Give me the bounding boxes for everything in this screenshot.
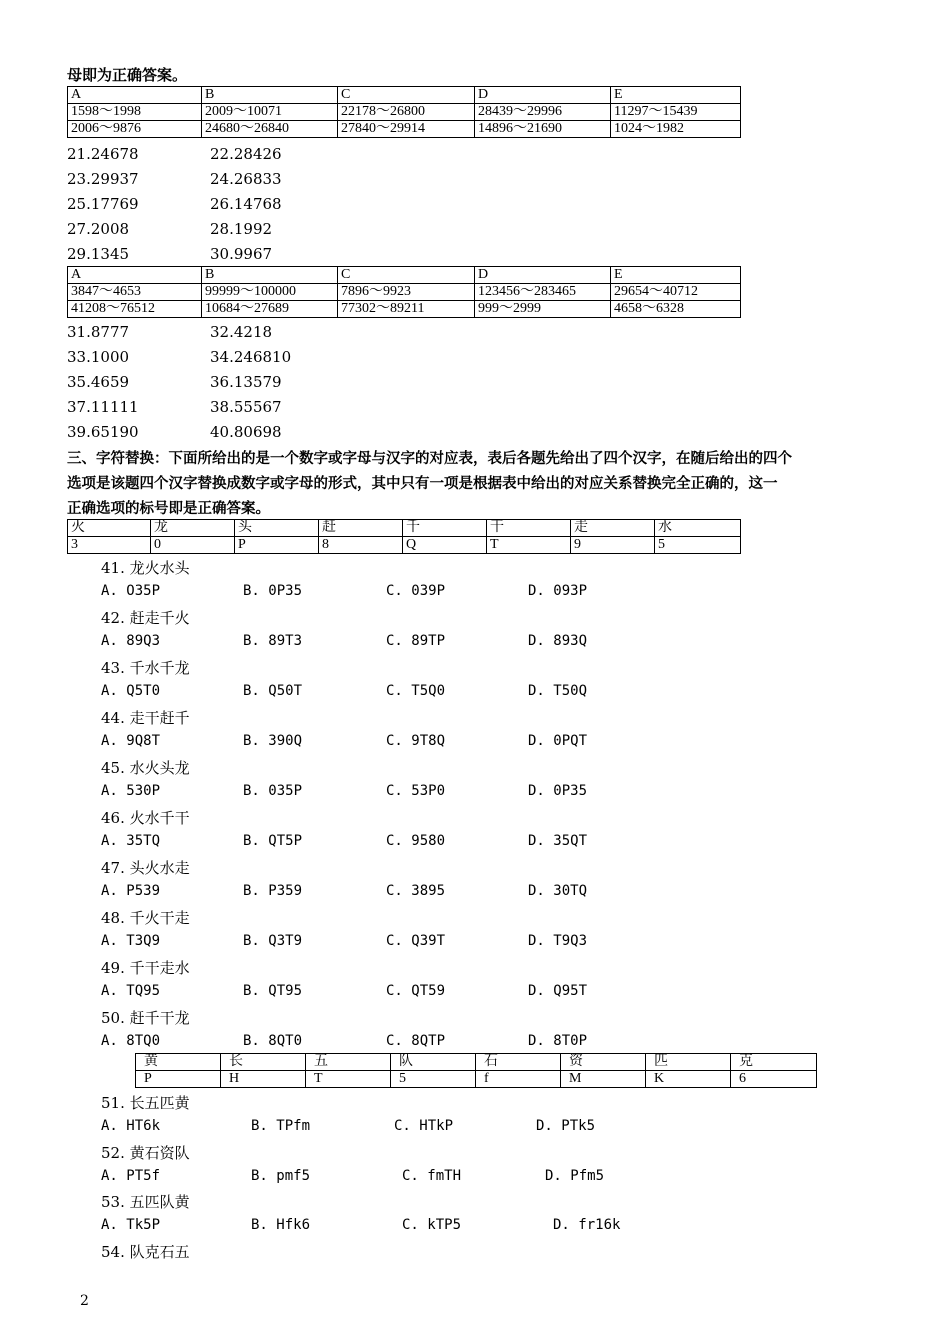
table-cell: 14896～21690 <box>475 121 611 138</box>
option-c: C. 8QTP <box>386 1033 446 1049</box>
table-cell: 队 <box>391 1054 476 1071</box>
table-cell: T <box>487 537 571 554</box>
option-c: C. 039P <box>386 583 446 599</box>
number-item: 34.246810 <box>210 348 292 366</box>
option-a: A. Q5T0 <box>101 683 161 699</box>
table-header-row <box>68 87 741 104</box>
number-item: 24.26833 <box>210 170 282 188</box>
table-cell: K <box>646 1071 731 1088</box>
table-cell: 黄 <box>136 1054 221 1071</box>
number-item: 28.1992 <box>210 220 273 238</box>
table-cell: B <box>202 87 338 104</box>
option-a: A. T3Q9 <box>101 933 161 949</box>
table-cell: H <box>221 1071 306 1088</box>
table-header-row <box>68 520 741 537</box>
option-a: A. 89Q3 <box>101 633 161 649</box>
option-c: C. fmTH <box>402 1168 462 1184</box>
option-c: C. kTP5 <box>402 1217 462 1233</box>
table-header-row <box>68 267 741 284</box>
option-d: D. 093P <box>528 583 588 599</box>
option-c: C. 9T8Q <box>386 733 446 749</box>
option-d: D. 0P35 <box>528 783 588 799</box>
table-cell: A <box>68 267 202 284</box>
page-number: 2 <box>80 1293 89 1309</box>
option-b: B. 035P <box>243 783 303 799</box>
number-item: 23.29937 <box>67 170 139 188</box>
option-c: C. 3895 <box>386 883 446 899</box>
number-item: 39.65190 <box>67 423 139 441</box>
option-a: A. P539 <box>101 883 161 899</box>
table-cell: D <box>475 267 611 284</box>
table-cell: 9 <box>571 537 655 554</box>
table-cell: 6 <box>731 1071 817 1088</box>
question-text: 46. 火水千干 <box>101 809 190 827</box>
table-cell: 41208～76512 <box>68 301 202 318</box>
table-row <box>68 104 741 121</box>
table-cell: E <box>611 87 741 104</box>
intro-line: 母即为正确答案。 <box>67 66 188 84</box>
table-cell: 长 <box>221 1054 306 1071</box>
number-item: 22.28426 <box>210 145 282 163</box>
number-item: 38.55567 <box>210 398 282 416</box>
table-cell: 5 <box>655 537 741 554</box>
option-c: C. Q39T <box>386 933 446 949</box>
table-cell: 77302～89211 <box>338 301 475 318</box>
table-cell: 干 <box>487 520 571 537</box>
table-cell: T <box>306 1071 391 1088</box>
number-item: 36.13579 <box>210 373 282 391</box>
table-cell: 五 <box>306 1054 391 1071</box>
option-b: B. pmf5 <box>251 1168 311 1184</box>
table-cell: E <box>611 267 741 284</box>
number-item: 27.2008 <box>67 220 130 238</box>
table-cell: 5 <box>391 1071 476 1088</box>
question-text: 49. 千干走水 <box>101 959 190 977</box>
table-cell: 28439～29996 <box>475 104 611 121</box>
question-text: 45. 水火头龙 <box>101 759 190 777</box>
question-text: 54. 队克石五 <box>101 1243 190 1261</box>
table-cell: 29654～40712 <box>611 284 741 301</box>
option-d: D. 893Q <box>528 633 588 649</box>
table-cell: 123456～283465 <box>475 284 611 301</box>
table-cell: 石 <box>476 1054 561 1071</box>
table-cell: 2009～10071 <box>202 104 338 121</box>
number-item: 31.8777 <box>67 323 130 341</box>
table-cell: 火 <box>68 520 151 537</box>
option-c: C. T5Q0 <box>386 683 446 699</box>
option-c: C. QT59 <box>386 983 446 999</box>
option-d: D. 0PQT <box>528 733 588 749</box>
table-cell: 龙 <box>151 520 235 537</box>
option-c: C. 9580 <box>386 833 446 849</box>
section3-line2: 选项是该题四个汉字替换成数字或字母的形式，其中只有一项是根据表中给出的对应关系替换完全正确的，这一 <box>67 475 778 492</box>
option-d: D. 35QT <box>528 833 588 849</box>
option-b: B. 89T3 <box>243 633 303 649</box>
range-table-1 <box>67 86 741 138</box>
table-cell: 22178～26800 <box>338 104 475 121</box>
table-row <box>68 301 741 318</box>
number-item: 21.24678 <box>67 145 139 163</box>
table-cell: M <box>561 1071 646 1088</box>
table-cell: f <box>476 1071 561 1088</box>
table-cell: P <box>136 1071 221 1088</box>
option-b: B. Hfk6 <box>251 1217 311 1233</box>
option-b: B. 0P35 <box>243 583 303 599</box>
option-a: A. HT6k <box>101 1118 161 1134</box>
range-table-2 <box>67 266 741 318</box>
option-b: B. 390Q <box>243 733 303 749</box>
table-cell: C <box>338 87 475 104</box>
table-cell: 3 <box>68 537 151 554</box>
option-d: D. Q95T <box>528 983 588 999</box>
option-c: C. 89TP <box>386 633 446 649</box>
table-cell: 24680～26840 <box>202 121 338 138</box>
table-cell: 2006～9876 <box>68 121 202 138</box>
table-cell: 克 <box>731 1054 817 1071</box>
table-cell: P <box>235 537 319 554</box>
question-text: 53. 五匹队黄 <box>101 1193 190 1211</box>
number-item: 25.17769 <box>67 195 139 213</box>
table-cell: C <box>338 267 475 284</box>
table-cell: D <box>475 87 611 104</box>
option-a: A. 8TQ0 <box>101 1033 161 1049</box>
section3-line1: 三、字符替换：下面所给出的是一个数字或字母与汉字的对应表，表后各题先给出了四个汉字，在随后给出的四个 <box>67 450 792 467</box>
table-row <box>136 1071 817 1088</box>
table-cell: A <box>68 87 202 104</box>
option-a: A. 35TQ <box>101 833 161 849</box>
question-text: 42. 赶走千火 <box>101 609 190 627</box>
question-text: 48. 千火干走 <box>101 909 190 927</box>
option-d: D. 8T0P <box>528 1033 588 1049</box>
table-cell: 资 <box>561 1054 646 1071</box>
table-cell: 千 <box>403 520 487 537</box>
number-item: 37.11111 <box>67 398 139 416</box>
table-cell: 1024～1982 <box>611 121 741 138</box>
table-cell: 7896～9923 <box>338 284 475 301</box>
table-cell: 999～2999 <box>475 301 611 318</box>
table-cell: B <box>202 267 338 284</box>
option-c: C. HTkP <box>394 1118 454 1134</box>
option-a: A. 9Q8T <box>101 733 161 749</box>
option-d: D. PTk5 <box>536 1118 596 1134</box>
table-cell: 3847～4653 <box>68 284 202 301</box>
number-item: 26.14768 <box>210 195 282 213</box>
option-b: B. Q50T <box>243 683 303 699</box>
option-c: C. 53P0 <box>386 783 446 799</box>
question-text: 43. 千水千龙 <box>101 659 190 677</box>
option-d: D. 30TQ <box>528 883 588 899</box>
question-text: 50. 赶千干龙 <box>101 1009 190 1027</box>
table-cell: 8 <box>319 537 403 554</box>
table-cell: 水 <box>655 520 741 537</box>
question-text: 51. 长五匹黄 <box>101 1094 190 1112</box>
option-d: D. Pfm5 <box>545 1168 605 1184</box>
option-b: B. TPfm <box>251 1118 311 1134</box>
option-a: A. PT5f <box>101 1168 161 1184</box>
option-d: D. T50Q <box>528 683 588 699</box>
option-b: B. QT5P <box>243 833 303 849</box>
option-a: A. Tk5P <box>101 1217 161 1233</box>
option-d: D. fr16k <box>553 1217 621 1233</box>
option-b: B. Q3T9 <box>243 933 303 949</box>
number-item: 32.4218 <box>210 323 273 341</box>
option-b: B. QT95 <box>243 983 303 999</box>
number-item: 30.9967 <box>210 245 273 263</box>
number-item: 33.1000 <box>67 348 130 366</box>
option-a: A. TQ95 <box>101 983 161 999</box>
table-cell: 走 <box>571 520 655 537</box>
option-d: D. T9Q3 <box>528 933 588 949</box>
table-cell: 0 <box>151 537 235 554</box>
mapping-table-1 <box>67 519 741 554</box>
question-text: 44. 走干赶千 <box>101 709 190 727</box>
option-b: B. 8QT0 <box>243 1033 303 1049</box>
table-cell: Q <box>403 537 487 554</box>
question-text: 47. 头火水走 <box>101 859 190 877</box>
table-row <box>68 537 741 554</box>
table-header-row <box>136 1054 817 1071</box>
mapping-table-2 <box>135 1053 817 1088</box>
table-cell: 10684～27689 <box>202 301 338 318</box>
table-cell: 27840～29914 <box>338 121 475 138</box>
table-cell: 赶 <box>319 520 403 537</box>
table-cell: 4658～6328 <box>611 301 741 318</box>
table-cell: 1598～1998 <box>68 104 202 121</box>
number-item: 29.1345 <box>67 245 130 263</box>
table-cell: 头 <box>235 520 319 537</box>
option-a: A. 530P <box>101 783 161 799</box>
table-row <box>68 121 741 138</box>
option-a: A. O35P <box>101 583 161 599</box>
table-cell: 99999～100000 <box>202 284 338 301</box>
number-item: 40.80698 <box>210 423 282 441</box>
question-text: 41. 龙火水头 <box>101 559 190 577</box>
table-row <box>68 284 741 301</box>
table-cell: 匹 <box>646 1054 731 1071</box>
section3-line3: 正确选项的标号即是正确答案。 <box>67 500 270 517</box>
question-text: 52. 黄石资队 <box>101 1144 190 1162</box>
table-cell: 11297～15439 <box>611 104 741 121</box>
number-item: 35.4659 <box>67 373 130 391</box>
option-b: B. P359 <box>243 883 303 899</box>
